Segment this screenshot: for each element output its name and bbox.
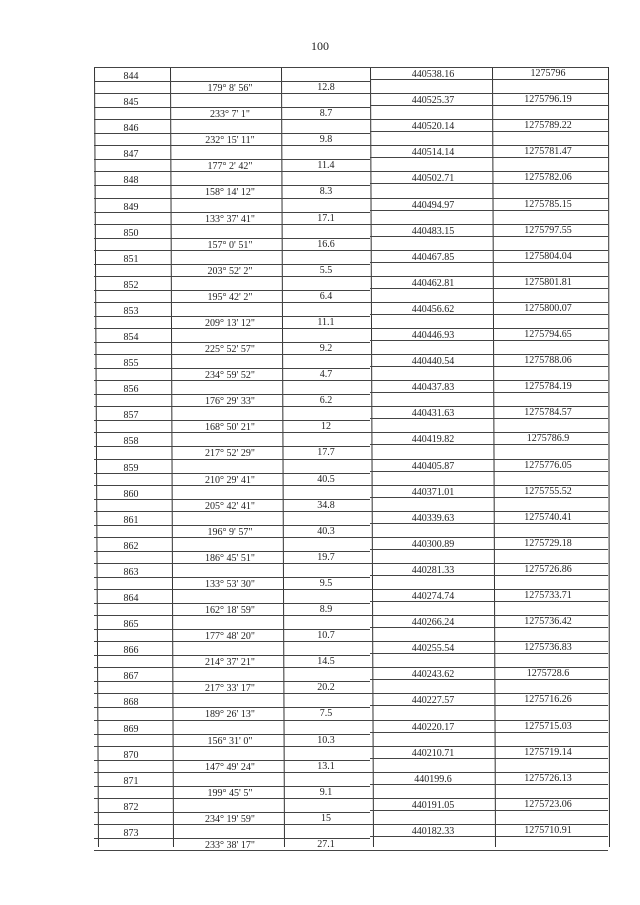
distance: 9.2 [319, 343, 333, 354]
y-coordinate: 1275740.41 [524, 511, 572, 523]
row-rule [370, 157, 608, 158]
page-number: 100 [311, 39, 329, 53]
row-rule [170, 420, 370, 421]
row-rule [170, 681, 370, 682]
direction-angle: 217° 52' 29" [205, 448, 255, 460]
y-coordinate: 1275710.91 [524, 824, 572, 836]
x-coordinate: 440339.63 [411, 512, 455, 524]
row-rule [170, 734, 370, 735]
row-rule [170, 786, 370, 787]
row-rule [170, 159, 370, 160]
point-number: 849 [123, 201, 139, 213]
distance: 17.1 [317, 212, 335, 224]
row-rule [370, 366, 608, 367]
row-rule [370, 314, 608, 315]
direction-angle: 233° 38' 17" [205, 839, 255, 851]
direction-angle: 162° 18' 59" [205, 605, 255, 616]
row-rule [370, 497, 608, 498]
point-number: 866 [123, 645, 139, 657]
y-coordinate: 1275729.18 [524, 537, 572, 549]
column-rule [281, 67, 285, 847]
distance: 8.7 [319, 108, 333, 120]
row-rule [94, 850, 608, 851]
direction-angle: 225° 52' 57" [205, 344, 255, 355]
row-rule [170, 133, 370, 134]
point-number: 851 [123, 253, 139, 265]
distance: 40.3 [317, 525, 335, 537]
direction-angle: 195° 42' 2" [207, 291, 253, 303]
row-rule [370, 288, 608, 289]
direction-angle: 157° 0' 51" [207, 239, 253, 251]
row-rule [370, 523, 608, 524]
x-coordinate: 440419.82 [411, 434, 455, 446]
point-number: 873 [123, 827, 139, 839]
y-coordinate: 1275736.42 [524, 616, 572, 628]
x-coordinate: 440281.33 [411, 564, 455, 576]
row-rule [370, 131, 608, 132]
y-coordinate: 1275723.06 [524, 798, 572, 810]
distance: 16.6 [317, 238, 335, 250]
point-number: 857 [123, 410, 139, 422]
direction-angle: 179° 8' 56" [207, 83, 253, 94]
distance: 8.9 [319, 604, 333, 615]
direction-angle: 158° 14' 12" [205, 187, 255, 199]
distance: 14.5 [317, 656, 335, 668]
x-coordinate: 440467.85 [411, 251, 455, 263]
point-number: 846 [123, 123, 139, 135]
x-coordinate: 440483.15 [411, 225, 455, 237]
x-coordinate: 440255.54 [411, 643, 455, 655]
row-rule [370, 627, 608, 628]
row-rule [170, 290, 370, 291]
direction-angle: 234° 59' 52" [205, 370, 255, 382]
point-number: 854 [123, 332, 139, 343]
direction-angle: 199° 45' 5" [207, 787, 253, 799]
direction-angle: 232° 15' 11" [205, 135, 255, 147]
row-rule [370, 575, 608, 576]
direction-angle: 176° 29' 33" [205, 396, 255, 408]
y-coordinate: 1275733.71 [524, 590, 572, 601]
y-coordinate: 1275755.52 [524, 485, 572, 497]
x-coordinate: 440220.17 [411, 721, 455, 733]
x-coordinate: 440440.54 [411, 356, 455, 368]
row-rule [370, 758, 608, 759]
distance: 12 [321, 421, 331, 433]
distance: 12.8 [317, 82, 335, 93]
direction-angle: 133° 37' 41" [205, 213, 255, 225]
point-number: 862 [123, 540, 139, 552]
distance: 10.7 [317, 630, 335, 642]
row-rule [370, 236, 608, 237]
direction-angle: 209° 13' 12" [205, 317, 255, 329]
point-number: 870 [123, 749, 139, 761]
x-coordinate: 440243.62 [411, 669, 455, 681]
y-coordinate: 1275797.55 [524, 224, 572, 236]
y-coordinate: 1275786.9 [526, 433, 570, 445]
point-number: 860 [123, 488, 139, 500]
row-rule [170, 107, 370, 108]
x-coordinate: 440462.81 [411, 277, 455, 289]
point-number: 872 [123, 801, 139, 813]
point-number: 847 [123, 149, 139, 161]
y-coordinate: 1275796 [530, 68, 566, 79]
distance: 6.4 [319, 290, 333, 302]
direction-angle: 177° 48' 20" [205, 631, 255, 643]
direction-angle: 156° 31' 0" [207, 735, 253, 747]
direction-angle: 217° 33' 17" [205, 683, 255, 695]
row-rule [370, 705, 608, 706]
x-coordinate: 440266.24 [411, 617, 455, 629]
row-rule [370, 679, 608, 680]
distance: 10.3 [317, 734, 335, 746]
row-rule [170, 264, 370, 265]
x-coordinate: 440371.01 [411, 486, 455, 498]
y-coordinate: 1275785.15 [524, 198, 572, 210]
x-coordinate: 440514.14 [411, 147, 455, 159]
distance: 8.3 [319, 186, 333, 198]
point-number: 859 [123, 462, 139, 474]
row-rule [170, 446, 370, 447]
x-coordinate: 440494.97 [411, 199, 455, 211]
row-rule [170, 238, 370, 239]
row-rule [370, 549, 608, 550]
row-rule [170, 368, 370, 369]
row-rule [170, 316, 370, 317]
row-rule [170, 655, 370, 656]
point-number: 850 [123, 227, 139, 239]
row-rule [170, 394, 370, 395]
row-rule [170, 760, 370, 761]
point-number: 871 [123, 775, 139, 787]
distance: 4.7 [319, 369, 333, 381]
direction-angle: 214° 37' 21" [205, 657, 255, 669]
direction-angle: 203° 52' 2" [207, 265, 253, 277]
point-number: 856 [123, 384, 139, 396]
direction-angle: 210° 29' 41" [205, 474, 255, 486]
direction-angle: 186° 45' 51" [205, 552, 255, 564]
distance: 11.4 [317, 160, 335, 172]
x-coordinate: 440446.93 [411, 330, 455, 341]
row-rule [170, 707, 370, 708]
y-coordinate: 1275782.06 [524, 172, 572, 184]
row-rule [370, 79, 608, 80]
x-coordinate: 440431.63 [411, 408, 455, 420]
row-rule [370, 784, 608, 785]
direction-angle: 168° 50' 21" [205, 422, 255, 434]
row-rule [370, 601, 608, 602]
point-number: 844 [123, 71, 139, 82]
point-number: 845 [123, 97, 139, 109]
y-coordinate: 1275796.19 [524, 94, 572, 106]
y-coordinate: 1275715.03 [524, 720, 572, 732]
distance: 20.2 [317, 682, 335, 694]
x-coordinate: 440520.14 [411, 121, 455, 133]
direction-angle: 234° 19' 59" [205, 813, 255, 825]
row-rule [170, 577, 370, 578]
x-coordinate: 440538.16 [411, 69, 455, 80]
y-coordinate: 1275776.05 [524, 459, 572, 471]
x-coordinate: 440182.33 [411, 825, 455, 837]
row-rule [170, 81, 370, 82]
column-rule [170, 67, 174, 847]
x-coordinate: 440405.87 [411, 460, 455, 472]
column-rule [608, 67, 610, 847]
x-coordinate: 440437.83 [411, 382, 455, 394]
point-number: 853 [123, 305, 139, 317]
distance: 9.5 [319, 577, 333, 589]
row-rule [170, 551, 370, 552]
row-rule [370, 732, 608, 733]
point-number: 861 [123, 514, 139, 526]
y-coordinate: 1275728.6 [526, 668, 570, 680]
row-rule [170, 603, 370, 604]
y-coordinate: 1275804.04 [524, 250, 572, 262]
distance: 5.5 [319, 264, 333, 276]
row-rule [170, 838, 370, 839]
distance: 15 [321, 812, 331, 824]
y-coordinate: 1275789.22 [524, 120, 572, 132]
row-rule [170, 629, 370, 630]
direction-angle: 147° 49' 24" [205, 761, 255, 773]
y-coordinate: 1275784.19 [524, 381, 572, 393]
distance: 7.5 [319, 708, 333, 720]
point-number: 867 [123, 671, 139, 683]
point-number: 865 [123, 619, 139, 631]
x-coordinate: 440456.62 [411, 303, 455, 315]
point-number: 869 [123, 723, 139, 735]
x-coordinate: 440191.05 [411, 799, 455, 811]
direction-angle: 196° 9' 57" [207, 526, 253, 538]
row-rule [370, 262, 608, 263]
row-rule [370, 653, 608, 654]
y-coordinate: 1275794.65 [524, 329, 572, 340]
row-rule [170, 212, 370, 213]
point-number: 864 [123, 593, 139, 604]
distance: 40.5 [317, 473, 335, 485]
distance: 19.7 [317, 551, 335, 563]
direction-angle: 177° 2' 42" [207, 161, 253, 173]
row-rule [170, 812, 370, 813]
direction-angle: 205° 42' 41" [205, 500, 255, 512]
x-coordinate: 440210.71 [411, 747, 455, 759]
direction-angle: 233° 7' 1" [210, 109, 250, 121]
y-coordinate: 1275788.06 [524, 355, 572, 367]
column-rule [94, 67, 99, 847]
row-rule [170, 342, 370, 343]
distance: 34.8 [317, 499, 335, 511]
row-rule [170, 473, 370, 474]
point-number: 855 [123, 358, 139, 370]
point-number: 858 [123, 436, 139, 448]
direction-angle: 189° 26' 13" [205, 709, 255, 721]
row-rule [370, 471, 608, 472]
direction-angle: 133° 53' 30" [205, 578, 255, 590]
row-rule [370, 836, 608, 837]
distance: 17.7 [317, 447, 335, 459]
y-coordinate: 1275801.81 [524, 276, 572, 288]
row-rule [370, 340, 608, 341]
distance: 13.1 [317, 760, 335, 772]
y-coordinate: 1275726.13 [524, 772, 572, 784]
point-number: 868 [123, 697, 139, 709]
row-rule [370, 392, 608, 393]
x-coordinate: 440199.6 [414, 773, 452, 785]
distance: 11.1 [317, 316, 335, 328]
x-coordinate: 440227.57 [411, 695, 455, 707]
distance: 27.1 [317, 838, 335, 850]
row-rule [370, 105, 608, 106]
row-rule [170, 499, 370, 500]
y-coordinate: 1275781.47 [524, 146, 572, 158]
point-number: 863 [123, 566, 139, 578]
distance: 6.2 [319, 395, 333, 407]
row-rule [370, 183, 608, 184]
row-rule [170, 525, 370, 526]
y-coordinate: 1275716.26 [524, 694, 572, 706]
y-coordinate: 1275784.57 [524, 407, 572, 419]
distance: 9.1 [319, 786, 333, 798]
row-rule [370, 810, 608, 811]
y-coordinate: 1275726.86 [524, 563, 572, 575]
distance: 9.8 [319, 134, 333, 146]
row-rule [170, 185, 370, 186]
x-coordinate: 440274.74 [411, 591, 455, 602]
row-rule [370, 444, 608, 445]
x-coordinate: 440525.37 [411, 95, 455, 107]
y-coordinate: 1275736.83 [524, 642, 572, 654]
point-number: 848 [123, 175, 139, 187]
row-rule [370, 210, 608, 211]
x-coordinate: 440300.89 [411, 538, 455, 550]
row-rule [370, 418, 608, 419]
y-coordinate: 1275800.07 [524, 302, 572, 314]
y-coordinate: 1275719.14 [524, 746, 572, 758]
point-number: 852 [123, 279, 139, 291]
x-coordinate: 440502.71 [411, 173, 455, 185]
